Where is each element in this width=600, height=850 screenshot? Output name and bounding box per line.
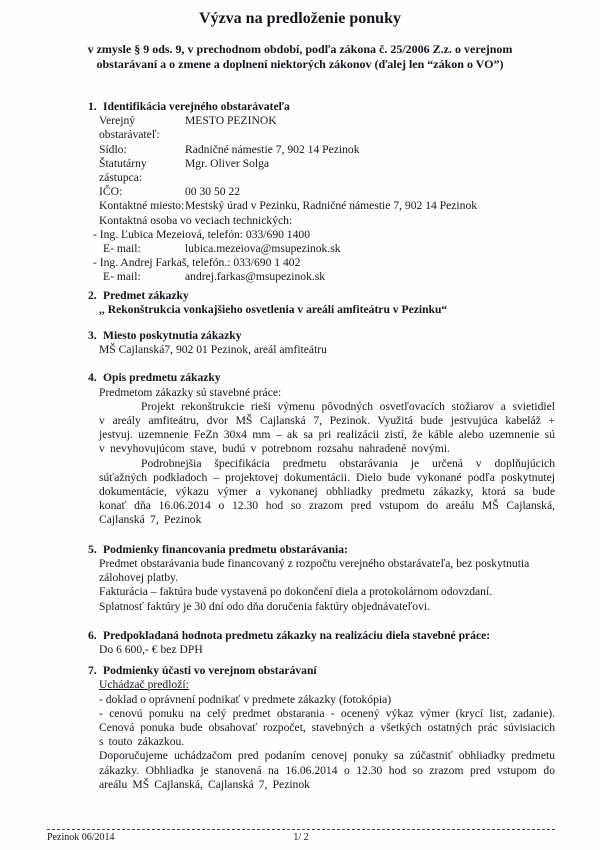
email-label: E- mail: xyxy=(103,270,141,284)
section-3-heading xyxy=(88,329,555,343)
kv-value: Mgr. Oliver Solga xyxy=(185,156,270,170)
site-visit-paragraph: Doporučujeme uchádzačom pred podaním cenovej ponuky sa zúčastniť obhliadky predmetu zákazky. Obhliadka je stanovená na 16.06.2014 o 12.30 hod so zrazom pred vstupom do areálu MŠ Cajlanská, Cajlanská 7, Pezinok xyxy=(99,749,555,791)
contact-email-row xyxy=(103,242,555,256)
email-value: andrej.farkas@msupezinok.sk xyxy=(185,270,326,284)
estimated-value: Do 6 600,- € bez DPH xyxy=(99,642,203,656)
section-5-title: Podmienky financovania predmetu obstarávania: xyxy=(103,542,348,556)
section-financing xyxy=(88,543,555,614)
place-of-delivery: MŠ Cajlanská7, 902 01 Pezinok, areál amfiteátru xyxy=(99,343,327,357)
section-identification xyxy=(88,100,555,285)
financing-line-1: Predmet obstarávania bude financovaný z rozpočtu verejného obstarávateľa, bez poskytnutia zálohovej platby. xyxy=(99,556,530,585)
section-4-heading xyxy=(88,371,555,385)
footer-left-label: Pezinok 06/2014 xyxy=(47,832,115,843)
doc-title: Výzva na predloženie ponuky xyxy=(199,10,401,27)
section-6-heading xyxy=(88,629,555,643)
financing-line-3: Splatnosť faktúry je 30 dní odo dňa doručenia faktúry objednávateľovi. xyxy=(99,599,430,613)
tenderer-submits-heading: Uchádzač predloží: xyxy=(99,678,189,692)
section-7-body xyxy=(99,678,555,792)
kv-row-contact-place xyxy=(99,199,555,213)
doc-subtitle: v zmysle § 9 ods. 9, v prechodnom období, podľa zákona č. 25/2006 Z.z. o verejnom obstarávaní a o zmene a doplnení niektorých zákonov (ďalej len “zákon o VO”) xyxy=(87,42,513,71)
contact-email-row xyxy=(103,270,555,284)
kv-value: Mestský úrad v Pezinku, Radničné námestie 7, 902 14 Pezinok xyxy=(185,199,478,213)
kv-label: Sídlo: xyxy=(99,142,127,156)
section-7-number: 7. xyxy=(88,664,97,678)
description-paragraph-1: Projekt rekonštrukcie rieši výmenu pôvodných osvetľovacích stožiarov a svietidiel v areály amfiteátru, dvor MŠ Cajlanská 7, Pezinok. Využitá bude jestvujúca kabeláž + jestvuj. uzemnenie FeZn 30x4 mm – ak sa pri realizácii zistí, že káble alebo uzemnenie sú v nevyhovujúcom stave, budú v potrebnom rozsahu nahradené novými. xyxy=(99,399,555,456)
section-7-heading xyxy=(88,664,555,678)
kv-value: Radničné námestie 7, 902 14 Pezinok xyxy=(185,142,360,156)
email-label: E- mail: xyxy=(103,242,141,256)
kv-row-authority xyxy=(99,114,555,142)
section-1-title: Identifikácia verejného obstarávateľa xyxy=(103,100,290,113)
section-4-number: 4. xyxy=(88,371,97,385)
section-1-heading xyxy=(88,100,555,114)
contact-persons-heading: Kontaktná osoba vo veciach technických: xyxy=(99,213,293,227)
section-2-number: 2. xyxy=(88,288,97,302)
email-value: lubica.mezeiova@msupezinok.sk xyxy=(185,242,341,256)
kv-row-address xyxy=(99,143,555,157)
section-5-body xyxy=(99,557,555,614)
section-5-number: 5. xyxy=(88,542,97,556)
contract-subject-name: ,, Rekonštrukcia vonkajšieho osvetlenia v areáli amfiteátru v Pezinku“ xyxy=(99,302,448,316)
kv-label: IČO: xyxy=(99,185,123,199)
kv-label: Kontaktné miesto: xyxy=(99,199,185,213)
contact-person-line: - Ing. Ľubica Mezeiová, telefón: 033/690 1400 xyxy=(93,227,310,241)
requirement-item-1: - doklad o oprávnení podnikať v predmete zákazky (fotokópia) xyxy=(99,692,392,706)
section-1-body xyxy=(93,114,555,284)
section-description xyxy=(88,371,555,527)
section-6-number: 6. xyxy=(88,628,97,642)
financing-line-2: Fakturácia – faktúra bude vystavená po dokončení diela a protokolárnom odovzdaní. xyxy=(99,585,493,599)
requirement-item-2: - cenovú ponuku na celý predmet obstarania - ocenený výkaz výmer (krycí list, zadanie). Cenová ponuka bude obsahovať rozpočet, stavebných a všetkých ostatných prác súvisiacich s touto zákazkou. xyxy=(99,706,555,749)
section-2-title: Predmet zákazky xyxy=(103,288,189,302)
kv-label: Štatutárny zástupca: xyxy=(99,156,147,185)
description-paragraph-2: Podrobnejšia špecifikácia predmetu obstarávania je určená v doplňujúcich súťažných podkladoch – projektovej dokumentácii. Dielo bude vykonané podľa poskytnutej dokumentácie, výkazu výmer a vykonanej obhliadky predmetu zákazky, ktorá sa bude konať dňa 16.06.2014 o 12.30 hod so zrazom pred vstupom do areálu MŠ Cajlanská, Cajlanská 7, Pezinok xyxy=(99,456,555,527)
section-participation xyxy=(88,664,555,792)
section-7-title: Podmienky účasti vo verejnom obstarávaní xyxy=(103,664,317,678)
page-footer xyxy=(47,829,555,844)
section-6-title: Predpokladaná hodnota predmetu zákazky na realizáciu diela stavebné práce: xyxy=(103,628,491,642)
section-5-heading xyxy=(88,543,555,557)
doc-body xyxy=(88,100,555,792)
page-number: 1/ 2 xyxy=(293,832,309,843)
section-subject xyxy=(88,289,555,317)
kv-row-ico xyxy=(99,185,555,199)
section-3-number: 3. xyxy=(88,329,97,343)
kv-row-representative xyxy=(99,157,555,185)
contact-person-line: - Ing. Andrej Farkaš, telefón.: 033/690 1 402 xyxy=(93,256,301,270)
section-2-heading xyxy=(88,289,555,303)
section-place xyxy=(88,329,555,357)
description-intro: Predmetom zákazky sú stavebné práce: xyxy=(99,385,282,399)
kv-value: 00 30 50 22 xyxy=(185,185,241,199)
kv-label: Verejný obstarávateľ: xyxy=(99,114,160,142)
section-estimated-value xyxy=(88,629,555,657)
section-3-title: Miesto poskytnutia zákazky xyxy=(103,329,242,343)
kv-value: MESTO PEZINOK xyxy=(185,114,277,128)
section-4-title: Opis predmetu zákazky xyxy=(103,371,221,385)
section-1-number: 1. xyxy=(88,100,97,113)
section-4-body xyxy=(99,386,555,528)
